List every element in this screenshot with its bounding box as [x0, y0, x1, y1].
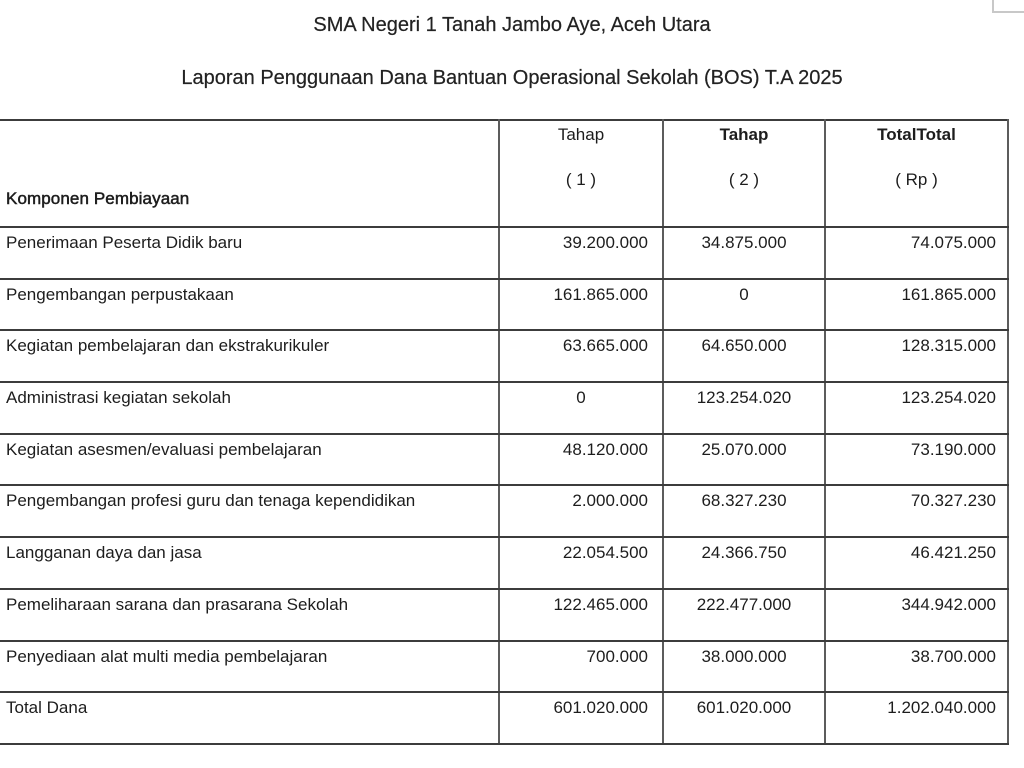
cell-tahap-2: 34.875.000	[663, 227, 825, 279]
column-header-total-unit: ( Rp )	[895, 170, 938, 189]
column-header-komponen: Komponen Pembiayaan	[0, 120, 499, 227]
column-header-tahap-1	[499, 120, 663, 227]
table-row	[0, 537, 1008, 589]
cell-komponen: Pengembangan perpustakaan	[0, 279, 499, 331]
school-name: SMA Negeri 1 Tanah Jambo Aye, Aceh Utara	[313, 14, 711, 36]
cell-tahap-2: 0	[663, 279, 825, 331]
table-row	[0, 330, 1008, 382]
cell-tahap-1: 22.054.500	[499, 537, 663, 589]
cell-komponen: Langganan daya dan jasa	[0, 537, 499, 589]
cell-total: 344.942.000	[825, 589, 1008, 641]
column-header-tahap-2	[663, 120, 825, 227]
cell-komponen: Penyediaan alat multi media pembelajaran	[0, 641, 499, 693]
cell-tahap-1: 601.020.000	[499, 692, 663, 744]
column-header-tahap-1-number: ( 1 )	[565, 170, 597, 189]
cell-tahap-1: 161.865.000	[499, 279, 663, 331]
cell-total: 70.327.230	[825, 485, 1008, 537]
cell-komponen: Kegiatan asesmen/evaluasi pembelajaran	[0, 434, 499, 486]
bos-report-table	[0, 119, 1009, 745]
cell-komponen: Kegiatan pembelajaran dan ekstrakurikuler	[0, 330, 499, 382]
table-header-row	[0, 120, 1008, 227]
cell-total: 73.190.000	[825, 434, 1008, 486]
report-title: Laporan Penggunaan Dana Bantuan Operasional Sekolah (BOS) T.A 2025	[181, 67, 843, 89]
cell-tahap-2: 25.070.000	[663, 434, 825, 486]
cell-tahap-1: 2.000.000	[499, 485, 663, 537]
table-row	[0, 434, 1008, 486]
column-header-tahap-2-number: ( 2 )	[728, 170, 760, 189]
table-row	[0, 279, 1008, 331]
cell-komponen: Pengembangan profesi guru dan tenaga kependidikan	[0, 485, 499, 537]
cell-total: 38.700.000	[825, 641, 1008, 693]
cell-tahap-1: 0	[499, 382, 663, 434]
cell-tahap-2: 123.254.020	[663, 382, 825, 434]
cell-komponen: Pemeliharaan sarana dan prasarana Sekolah	[0, 589, 499, 641]
cell-tahap-2: 24.366.750	[663, 537, 825, 589]
cell-komponen: Administrasi kegiatan sekolah	[0, 382, 499, 434]
cell-komponen: Penerimaan Peserta Didik baru	[0, 227, 499, 279]
cell-tahap-1: 122.465.000	[499, 589, 663, 641]
cell-tahap-2: 64.650.000	[663, 330, 825, 382]
table-row	[0, 382, 1008, 434]
table-row	[0, 589, 1008, 641]
cell-total: 46.421.250	[825, 537, 1008, 589]
cell-total: 74.075.000	[825, 227, 1008, 279]
cell-total: 123.254.020	[825, 382, 1008, 434]
column-header-tahap-1-label: Tahap	[557, 125, 605, 144]
cell-tahap-2: 68.327.230	[663, 485, 825, 537]
cell-total: 128.315.000	[825, 330, 1008, 382]
table-row	[0, 485, 1008, 537]
cell-tahap-2: 38.000.000	[663, 641, 825, 693]
cell-tahap-1: 63.665.000	[499, 330, 663, 382]
column-header-total-label: TotalTotal	[877, 125, 956, 144]
cell-total: 1.202.040.000	[825, 692, 1008, 744]
cell-tahap-1: 39.200.000	[499, 227, 663, 279]
cell-tahap-1: 700.000	[499, 641, 663, 693]
cell-tahap-2: 222.477.000	[663, 589, 825, 641]
cell-tahap-2: 601.020.000	[663, 692, 825, 744]
table-row	[0, 692, 1008, 744]
cell-tahap-1: 48.120.000	[499, 434, 663, 486]
cell-total: 161.865.000	[825, 279, 1008, 331]
table-row	[0, 641, 1008, 693]
column-header-tahap-2-label: Tahap	[719, 125, 769, 144]
column-header-total	[825, 120, 1008, 227]
table-body	[0, 227, 1008, 744]
cell-komponen: Total Dana	[0, 692, 499, 744]
table-row	[0, 227, 1008, 279]
